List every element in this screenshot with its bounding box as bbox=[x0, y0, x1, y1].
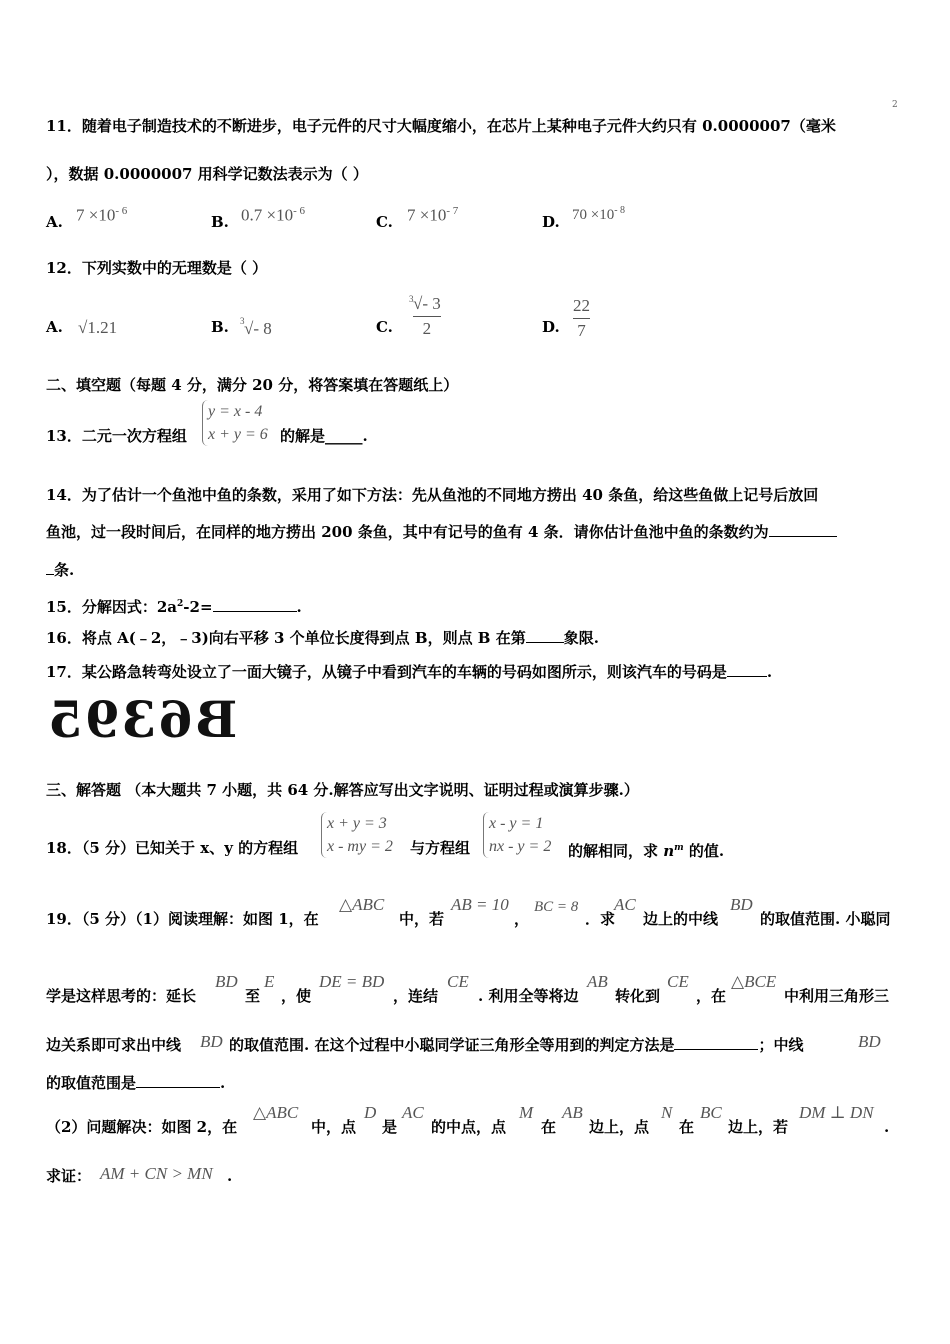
section-2-heading: 二、填空题（每题 4 分，满分 20 分，将答案填在答题纸上） bbox=[46, 376, 459, 394]
q11-option-c-label: C. bbox=[376, 213, 393, 231]
q11-option-a-label: A. bbox=[46, 213, 63, 231]
q19-bd: BD bbox=[730, 895, 753, 914]
q19-bc: BC bbox=[700, 1103, 722, 1122]
q19-l2-h: 中利用三角形三 bbox=[784, 987, 890, 1005]
q11-option-c-base: 7 ×10 bbox=[407, 205, 447, 225]
q12-option-d-numerator: 22 bbox=[573, 296, 590, 315]
q13-eq2: x + y = 6 bbox=[208, 426, 268, 443]
q18-system-1 bbox=[321, 812, 393, 858]
q18-middle: 与方程组 bbox=[410, 839, 471, 857]
section-3-heading: 三、解答题 （本大题共 7 小题，共 64 分.解答应写出文字说明、证明过程或演算步骤.） bbox=[46, 781, 639, 799]
q15-answer-blank bbox=[213, 597, 297, 612]
q11-option-c-exp: - 7 bbox=[446, 205, 459, 217]
q19-l4-b: . bbox=[220, 1074, 226, 1092]
fraction-bar bbox=[413, 316, 441, 317]
q18-suffix-b: 的值. bbox=[683, 842, 725, 860]
q14-answer-blank bbox=[769, 522, 837, 537]
q11-option-c bbox=[407, 201, 458, 226]
q14-line3-text: 条. bbox=[54, 561, 75, 579]
q12-option-c-label: C. bbox=[376, 318, 393, 336]
q19-ab10: AB = 10 bbox=[451, 895, 509, 914]
q19-l2-d: ，连结 bbox=[393, 987, 439, 1005]
q17-text: 17．某公路急转弯处设立了一面大镜子，从镜子中看到汽车的车辆的号码如图所示，则该汽车的号码是 bbox=[46, 663, 727, 681]
q19-l1-d: 边上的中线 bbox=[643, 910, 719, 928]
q19-l2-b: 至 bbox=[245, 987, 261, 1005]
q12-option-c-numerator: √- 3 bbox=[413, 294, 441, 313]
q17-end: . bbox=[766, 663, 773, 681]
q16-text: 16．将点 A(﹣2，﹣3)向右平移 3 个单位长度得到点 B，则点 B 在第 bbox=[46, 629, 526, 647]
q19-bd-2: BD bbox=[215, 972, 238, 991]
q19-ac: AC bbox=[614, 895, 636, 914]
q17 bbox=[46, 662, 772, 682]
q14-answer-blank-cont bbox=[46, 560, 54, 575]
q19-proof-b: . bbox=[227, 1167, 233, 1185]
q18-nm-base: n bbox=[663, 842, 675, 860]
q19-ab-2: AB bbox=[562, 1103, 583, 1122]
q19-ce-2: CE bbox=[667, 972, 689, 991]
q19-l1-e: 的取值范围. 小聪同 bbox=[760, 910, 891, 928]
q13-equation-system bbox=[202, 400, 268, 446]
q19-tri-abc: △ABC bbox=[339, 895, 385, 914]
q19-tri-bce: △BCE bbox=[731, 972, 777, 991]
q18-sys2-eq2: nx - y = 2 bbox=[489, 838, 552, 855]
q18-suffix-a: 的解相同，求 bbox=[568, 842, 664, 860]
q11-stem-line2: ），数据 0.0000007 用科学记数法表示为（ ） bbox=[46, 165, 368, 183]
q19-range-blank bbox=[136, 1073, 220, 1088]
q11-option-b bbox=[241, 201, 305, 226]
q13-eq1: y = x - 4 bbox=[208, 403, 263, 420]
q11-stem-line1: 11．随着电子制造技术的不断进步，电子元件的尺寸大幅度缩小，在芯片上某种电子元件大约只有 0.0000007（毫米 bbox=[46, 117, 836, 135]
q19-comma: ， bbox=[514, 910, 530, 928]
q19-l3-a: 边关系即可求出中线 bbox=[46, 1036, 182, 1054]
q19-m: M bbox=[519, 1103, 534, 1122]
q19-ce: CE bbox=[447, 972, 469, 991]
q19-ac-2: AC bbox=[402, 1103, 424, 1122]
q14-line3 bbox=[46, 560, 74, 580]
q19-p2-d: 的中点，点 bbox=[431, 1118, 507, 1136]
q19-l4-a: 的取值范围是 bbox=[46, 1074, 137, 1092]
q19-l2-f: 转化到 bbox=[615, 987, 661, 1005]
q12-option-d-fraction bbox=[573, 296, 590, 341]
q12-option-d-label: D. bbox=[542, 318, 560, 336]
q12-option-b-index: 3 bbox=[240, 316, 245, 326]
q12-option-b: √- 8 bbox=[244, 319, 272, 338]
q11-option-b-exp: - 6 bbox=[293, 205, 306, 217]
q19-l2-e: . 利用全等将边 bbox=[478, 987, 579, 1005]
q11-option-a-base: 7 ×10 bbox=[76, 205, 116, 225]
q12-option-c-fraction bbox=[413, 294, 441, 339]
q19-l1-b: 中，若 bbox=[399, 910, 445, 928]
q18-sys1-eq2: x - my = 2 bbox=[327, 838, 393, 855]
q11-option-d-base: 70 ×10 bbox=[572, 207, 615, 223]
page-number: 2 bbox=[892, 100, 898, 110]
q16-end: 象限. bbox=[563, 629, 599, 647]
q19-proof-expr: AM + CN > MN bbox=[100, 1164, 213, 1183]
q15 bbox=[46, 594, 302, 617]
q19-bc8: BC = 8 bbox=[534, 899, 579, 915]
q13-suffix: 的解是_____. bbox=[280, 427, 368, 445]
q11-option-a bbox=[76, 201, 127, 226]
q12-stem: 12．下列实数中的无理数是（ ） bbox=[46, 259, 268, 277]
q19-e: E bbox=[264, 972, 275, 991]
q19-tri-abc-2: △ABC bbox=[253, 1103, 299, 1122]
q19-l2-g: ，在 bbox=[696, 987, 727, 1005]
q12-option-c-denominator: 2 bbox=[422, 319, 432, 338]
q12-option-d-denominator: 7 bbox=[577, 321, 586, 340]
q15-text: 15．分解因式：2a bbox=[46, 598, 178, 616]
q19-l3-b-text: 的取值范围. 在这个过程中小聪同学证三角形全等用到的判定方法是 bbox=[229, 1036, 675, 1054]
q18-prefix: 18．（5 分）已知关于 x、y 的方程组 bbox=[46, 839, 299, 857]
q14-line2-text: 鱼池，过一段时间后，在同样的地方捞出 200 条鱼，其中有记号的鱼有 4 条．请你估计鱼池中鱼的条数约为 bbox=[46, 523, 769, 541]
q19-p2-c: 是 bbox=[382, 1118, 398, 1136]
q18-sys2-eq1: x - y = 1 bbox=[489, 815, 544, 832]
q18-sys1-eq1: x + y = 3 bbox=[327, 815, 387, 832]
q12-option-b-label: B. bbox=[211, 318, 229, 336]
q12-option-a: √1.21 bbox=[78, 318, 118, 337]
q19-n: N bbox=[661, 1103, 673, 1122]
q18-system-2 bbox=[483, 812, 551, 858]
q19-de-bd: DE = BD bbox=[319, 972, 385, 991]
q19-l1-c: ．求 bbox=[585, 910, 616, 928]
q14-line1: 14．为了估计一个鱼池中鱼的条数，采用了如下方法：先从鱼池的不同地方捞出 40 条鱼，给这些鱼做上记号后放回 bbox=[46, 486, 819, 504]
q11-option-b-label: B. bbox=[211, 213, 229, 231]
q12-option-c-index: 3 bbox=[409, 294, 414, 304]
q19-p2-f: 边上，点 bbox=[589, 1118, 650, 1136]
q15-end: . bbox=[296, 598, 302, 616]
q19-l3-c: ；中线 bbox=[758, 1036, 804, 1054]
q11-option-b-base: 0.7 ×10 bbox=[241, 205, 294, 225]
q19-l2-c: ，使 bbox=[281, 987, 312, 1005]
q19-p2-g: 在 bbox=[679, 1118, 695, 1136]
q11-option-d-label: D. bbox=[542, 213, 560, 231]
q11-option-d bbox=[572, 201, 625, 225]
q19-l1-a: 19．（5 分）（1）阅读理解：如图 1，在 bbox=[46, 910, 319, 928]
q19-bd-3: BD bbox=[200, 1032, 223, 1051]
q19-p2-a: （2）问题解决：如图 2，在 bbox=[46, 1118, 238, 1136]
q14-line2 bbox=[46, 522, 837, 542]
q15-sup: 2 bbox=[177, 599, 184, 609]
q19-p2-e: 在 bbox=[541, 1118, 557, 1136]
mirrored-license-plate: B6395 bbox=[46, 690, 238, 749]
fraction-bar bbox=[573, 318, 590, 319]
q19-ab: AB bbox=[587, 972, 608, 991]
q19-perp: DM ⊥ DN bbox=[799, 1103, 874, 1122]
q19-proof-a: 求证： bbox=[46, 1167, 92, 1185]
q19-p2-h: 边上，若 bbox=[728, 1118, 789, 1136]
q19-p2-i: . bbox=[884, 1118, 890, 1136]
q16-answer-blank bbox=[526, 628, 564, 643]
q11-option-a-exp: - 6 bbox=[115, 205, 128, 217]
q13-prefix: 13．二元一次方程组 bbox=[46, 427, 187, 445]
q19-bd-4: BD bbox=[858, 1032, 881, 1051]
q19-l3-b bbox=[229, 1035, 803, 1055]
q12-option-a-label: A. bbox=[46, 318, 63, 336]
q19-p2-b: 中，点 bbox=[311, 1118, 357, 1136]
q18-nm-exp: m bbox=[674, 843, 684, 853]
q19-l2-a: 学是这样思考的：延长 bbox=[46, 987, 197, 1005]
q19-d: D bbox=[364, 1103, 377, 1122]
q19-method-blank bbox=[674, 1035, 758, 1050]
q11-option-d-exp: - 8 bbox=[614, 205, 626, 216]
q17-answer-blank bbox=[727, 662, 767, 677]
q19-l4 bbox=[46, 1073, 225, 1093]
q18-suffix bbox=[568, 838, 724, 861]
q15-rest: -2= bbox=[183, 598, 213, 616]
q16 bbox=[46, 628, 599, 648]
